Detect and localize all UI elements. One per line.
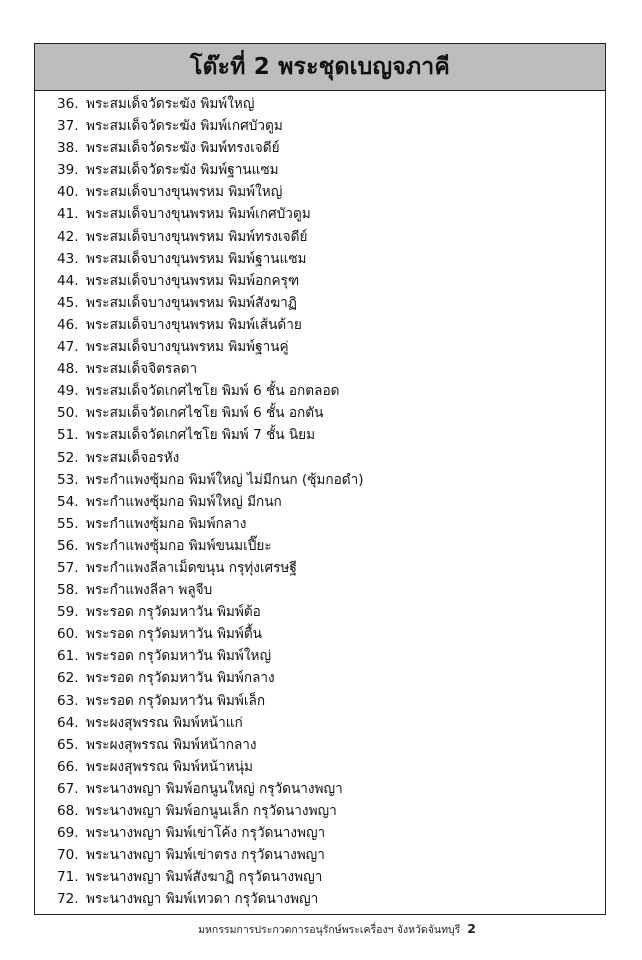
item-number: 48.	[57, 361, 79, 378]
list-item	[57, 402, 605, 424]
list-item	[57, 159, 605, 181]
item-number: 65.	[57, 736, 79, 753]
amulet-list	[35, 91, 605, 910]
item-text: พระนางพญา พิมพ์เทวดา กรุวัดนางพญา	[86, 891, 319, 908]
item-text: พระสมเด็จบางขุนพรหม พิมพ์ใหญ่	[86, 184, 283, 201]
list-item	[57, 181, 605, 203]
item-number: 51.	[57, 427, 79, 444]
list-item	[57, 358, 605, 380]
item-text: พระสมเด็จบางขุนพรหม พิมพ์ฐานคู่	[86, 339, 289, 356]
item-number: 52.	[57, 449, 79, 466]
list-item	[57, 270, 605, 292]
item-text: พระนางพญา พิมพ์สังฆาฏิ กรุวัดนางพญา	[86, 869, 323, 886]
item-number: 69.	[57, 825, 79, 842]
item-number: 63.	[57, 692, 79, 709]
item-number: 71.	[57, 869, 79, 886]
list-item	[57, 336, 605, 358]
list-item	[57, 469, 605, 491]
item-text: พระรอด กรุวัดมหาวัน พิมพ์ต้อ	[86, 604, 261, 621]
item-text: พระสมเด็จวัดระฆัง พิมพ์ใหญ่	[86, 96, 255, 112]
item-number: 37.	[57, 118, 79, 135]
item-number: 57.	[57, 559, 79, 576]
item-text: พระสมเด็จบางขุนพรหม พิมพ์สังฆาฏิ	[86, 294, 297, 311]
item-text: พระรอด กรุวัดมหาวัน พิมพ์ใหญ่	[86, 648, 272, 665]
item-number: 56.	[57, 537, 79, 554]
list-item	[57, 248, 605, 270]
list-item	[57, 203, 605, 225]
list-item	[57, 115, 605, 137]
list-item	[57, 623, 605, 645]
list-item	[57, 888, 605, 910]
content-frame	[34, 43, 606, 915]
list-item	[57, 557, 605, 579]
list-item	[57, 667, 605, 689]
list-item	[57, 601, 605, 623]
list-item	[57, 579, 605, 601]
list-item	[57, 424, 605, 446]
list-item	[57, 844, 605, 866]
list-item	[57, 734, 605, 756]
item-number: 42.	[57, 228, 79, 245]
list-item	[57, 822, 605, 844]
page-footer	[198, 921, 476, 938]
item-number: 67.	[57, 780, 79, 797]
item-number: 66.	[57, 758, 79, 775]
item-text: พระสมเด็จบางขุนพรหม พิมพ์ฐานแซม	[86, 250, 307, 267]
item-number: 44.	[57, 272, 79, 289]
item-number: 36.	[57, 96, 79, 112]
list-item	[57, 800, 605, 822]
list-item	[57, 645, 605, 667]
item-text: พระกำแพงซุ้มกอ พิมพ์ขนมเปี๊ยะ	[86, 537, 272, 554]
item-text: พระสมเด็จจิตรลดา	[86, 361, 198, 378]
item-text: พระสมเด็จอรหัง	[86, 449, 180, 466]
item-text: พระกำแพงซุ้มกอ พิมพ์กลาง	[86, 515, 247, 532]
list-item	[57, 93, 605, 115]
item-number: 59.	[57, 604, 79, 621]
page-title: โต๊ะที่ 2 พระชุดเบญจภาคี	[189, 54, 451, 80]
item-number: 43.	[57, 250, 79, 267]
item-text: พระนางพญา พิมพ์อกนูนเล็ก กรุวัดนางพญา	[86, 803, 337, 819]
item-number: 41.	[57, 206, 79, 223]
item-text: พระรอด กรุวัดมหาวัน พิมพ์ตื้น	[86, 626, 262, 643]
item-text: พระสมเด็จวัดระฆัง พิมพ์ฐานแซม	[86, 162, 279, 179]
item-text: พระกำแพงซุ้มกอ พิมพ์ใหญ่ มีกนก	[86, 493, 282, 510]
list-item	[57, 314, 605, 336]
item-number: 50.	[57, 405, 79, 422]
footer-text: มหกรรมการประกวดการอนุรักษ์พระเครื่องฯ จังหวัดจันทบุรี	[198, 924, 461, 936]
item-text: พระผงสุพรรณ พิมพ์หน้ากลาง	[86, 736, 257, 753]
item-text: พระสมเด็จบางขุนพรหม พิมพ์อกครุฑ	[86, 272, 300, 289]
item-number: 55.	[57, 515, 79, 532]
list-item	[57, 226, 605, 248]
list-item	[57, 756, 605, 778]
item-number: 39.	[57, 162, 79, 179]
item-text: พระผงสุพรรณ พิมพ์หน้าแก่	[86, 714, 243, 731]
item-number: 62.	[57, 670, 79, 687]
item-number: 72.	[57, 891, 79, 908]
item-number: 68.	[57, 803, 79, 819]
item-text: พระสมเด็จวัดเกศไชโย พิมพ์ 7 ชั้น นิยม	[86, 427, 316, 444]
item-text: พระสมเด็จบางขุนพรหม พิมพ์เกศบัวตูม	[86, 206, 311, 223]
item-text: พระสมเด็จวัดระฆัง พิมพ์ทรงเจดีย์	[86, 140, 280, 157]
item-number: 70.	[57, 847, 79, 864]
item-text: พระกำแพงซุ้มกอ พิมพ์ใหญ่ ไม่มีกนก (ซุ้มกอดำ)	[86, 471, 364, 488]
list-item	[57, 778, 605, 800]
item-text: พระกำแพงลีลา พลูจีบ	[86, 582, 213, 599]
item-text: พระนางพญา พิมพ์อกนูนใหญ่ กรุวัดนางพญา	[86, 780, 343, 797]
item-number: 64.	[57, 714, 79, 731]
item-text: พระนางพญา พิมพ์เข่าตรง กรุวัดนางพญา	[86, 847, 325, 864]
list-item	[57, 447, 605, 469]
item-number: 40.	[57, 184, 79, 201]
list-item	[57, 866, 605, 888]
item-number: 60.	[57, 626, 79, 643]
item-text: พระสมเด็จวัดเกศไชโย พิมพ์ 6 ชั้น อกตลอด	[86, 383, 340, 400]
table-header	[35, 44, 605, 91]
item-number: 61.	[57, 648, 79, 665]
list-item	[57, 292, 605, 314]
item-number: 58.	[57, 582, 79, 599]
list-item	[57, 380, 605, 402]
item-text: พระสมเด็จวัดเกศไชโย พิมพ์ 6 ชั้น อกตัน	[86, 405, 324, 422]
list-item	[57, 690, 605, 712]
item-text: พระรอด กรุวัดมหาวัน พิมพ์กลาง	[86, 670, 275, 687]
item-number: 46.	[57, 316, 79, 333]
item-text: พระสมเด็จวัดระฆัง พิมพ์เกศบัวตูม	[86, 118, 283, 135]
list-item	[57, 535, 605, 557]
item-text: พระสมเด็จบางขุนพรหม พิมพ์ทรงเจดีย์	[86, 228, 308, 245]
list-item	[57, 513, 605, 535]
item-number: 53.	[57, 471, 79, 488]
item-number: 45.	[57, 294, 79, 311]
item-text: พระรอด กรุวัดมหาวัน พิมพ์เล็ก	[86, 692, 266, 709]
item-number: 54.	[57, 493, 79, 510]
item-text: พระผงสุพรรณ พิมพ์หน้าหนุ่ม	[86, 758, 253, 775]
list-item	[57, 712, 605, 734]
item-number: 49.	[57, 383, 79, 400]
list-item	[57, 491, 605, 513]
item-number: 47.	[57, 339, 79, 356]
item-number: 38.	[57, 140, 79, 157]
page-number: 2	[467, 921, 476, 936]
list-item	[57, 137, 605, 159]
item-text: พระสมเด็จบางขุนพรหม พิมพ์เส้นด้าย	[86, 316, 302, 333]
item-text: พระนางพญา พิมพ์เข่าโค้ง กรุวัดนางพญา	[86, 825, 326, 842]
item-text: พระกำแพงลีลาเม็ดขนุน กรุทุ่งเศรษฐี	[86, 559, 297, 576]
